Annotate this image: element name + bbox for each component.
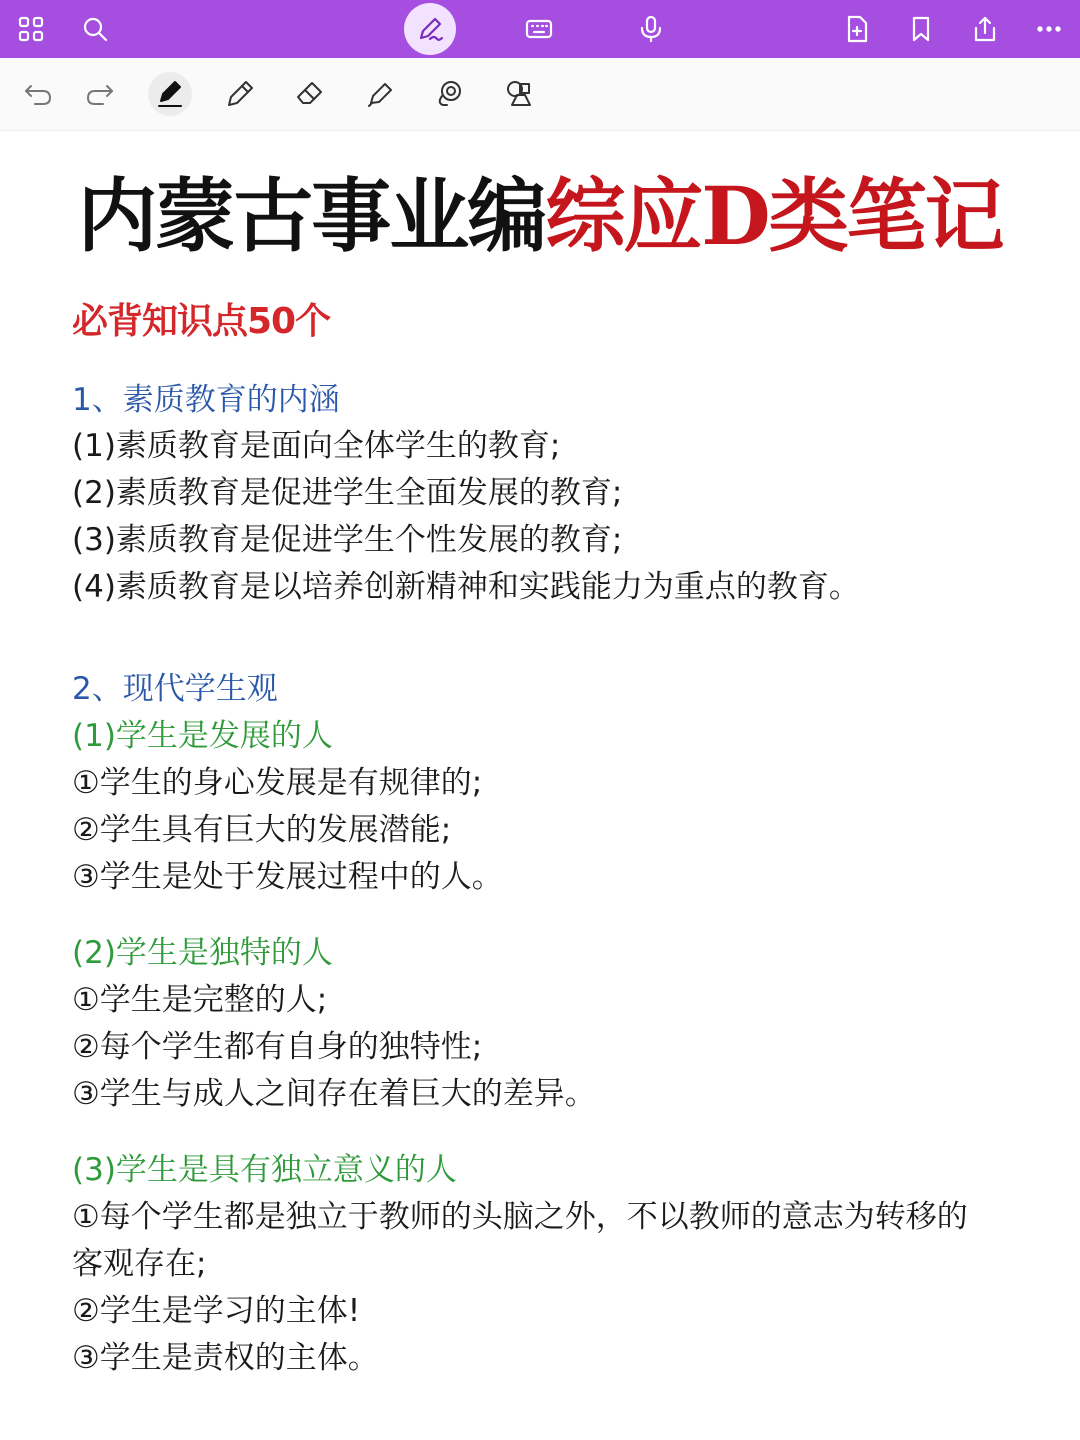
- list-item: (3)素质教育是促进学生个性发展的教育;: [72, 522, 623, 558]
- search-icon[interactable]: [74, 8, 116, 50]
- subsection-heading: (1)学生是发展的人: [72, 718, 333, 754]
- shapes-icon[interactable]: [498, 72, 542, 116]
- list-item: ③学生与成人之间存在着巨大的差异。: [72, 1076, 596, 1112]
- lasso-icon[interactable]: [428, 72, 472, 116]
- more-icon[interactable]: [1028, 8, 1070, 50]
- list-item: 客观存在;: [72, 1246, 207, 1282]
- grid-icon[interactable]: [10, 8, 52, 50]
- bookmark-icon[interactable]: [900, 8, 942, 50]
- subsection-heading: (2)学生是独特的人: [72, 935, 333, 971]
- list-item: ①学生是完整的人;: [72, 982, 328, 1018]
- section-heading: 1、素质教育的内涵: [72, 382, 340, 418]
- app-top-bar: [0, 0, 1080, 58]
- page-title: [0, 168, 1080, 264]
- list-item: (4)素质教育是以培养创新精神和实践能力为重点的教育。: [72, 569, 860, 605]
- pen-icon[interactable]: [404, 3, 456, 55]
- list-item: ③学生是处于发展过程中的人。: [72, 859, 503, 895]
- list-item: (2)素质教育是促进学生全面发展的教育;: [72, 475, 623, 511]
- keyboard-icon[interactable]: [518, 8, 560, 50]
- list-item: ②学生具有巨大的发展潜能;: [72, 812, 452, 848]
- list-item: ②每个学生都有自身的独特性;: [72, 1029, 483, 1065]
- undo-icon[interactable]: [16, 72, 60, 116]
- eraser-icon[interactable]: [288, 72, 332, 116]
- subsection-heading: (3)学生是具有独立意义的人: [72, 1152, 457, 1188]
- highlighter-icon[interactable]: [358, 72, 402, 116]
- subtitle: 必背知识点50个: [72, 301, 331, 342]
- list-item: ②学生是学习的主体!: [72, 1293, 361, 1329]
- microphone-icon[interactable]: [630, 8, 672, 50]
- list-item: ①学生的身心发展是有规律的;: [72, 765, 483, 801]
- redo-icon[interactable]: [78, 72, 122, 116]
- add-page-icon[interactable]: [836, 8, 878, 50]
- list-item: ③学生是责权的主体。: [72, 1340, 379, 1376]
- title-part-red: 综应D类笔记: [545, 169, 1003, 263]
- list-item: (1)素质教育是面向全体学生的教育;: [72, 428, 561, 464]
- share-icon[interactable]: [964, 8, 1006, 50]
- drawing-toolbar: [0, 58, 1080, 131]
- list-item: ①每个学生都是独立于教师的头脑之外，不以教师的意志为转移的: [72, 1199, 968, 1235]
- title-part-black: 内蒙古事业编: [77, 169, 546, 263]
- pen-tool-icon[interactable]: [148, 72, 192, 116]
- section-heading: 2、现代学生观: [72, 671, 278, 707]
- pencil-icon[interactable]: [218, 72, 262, 116]
